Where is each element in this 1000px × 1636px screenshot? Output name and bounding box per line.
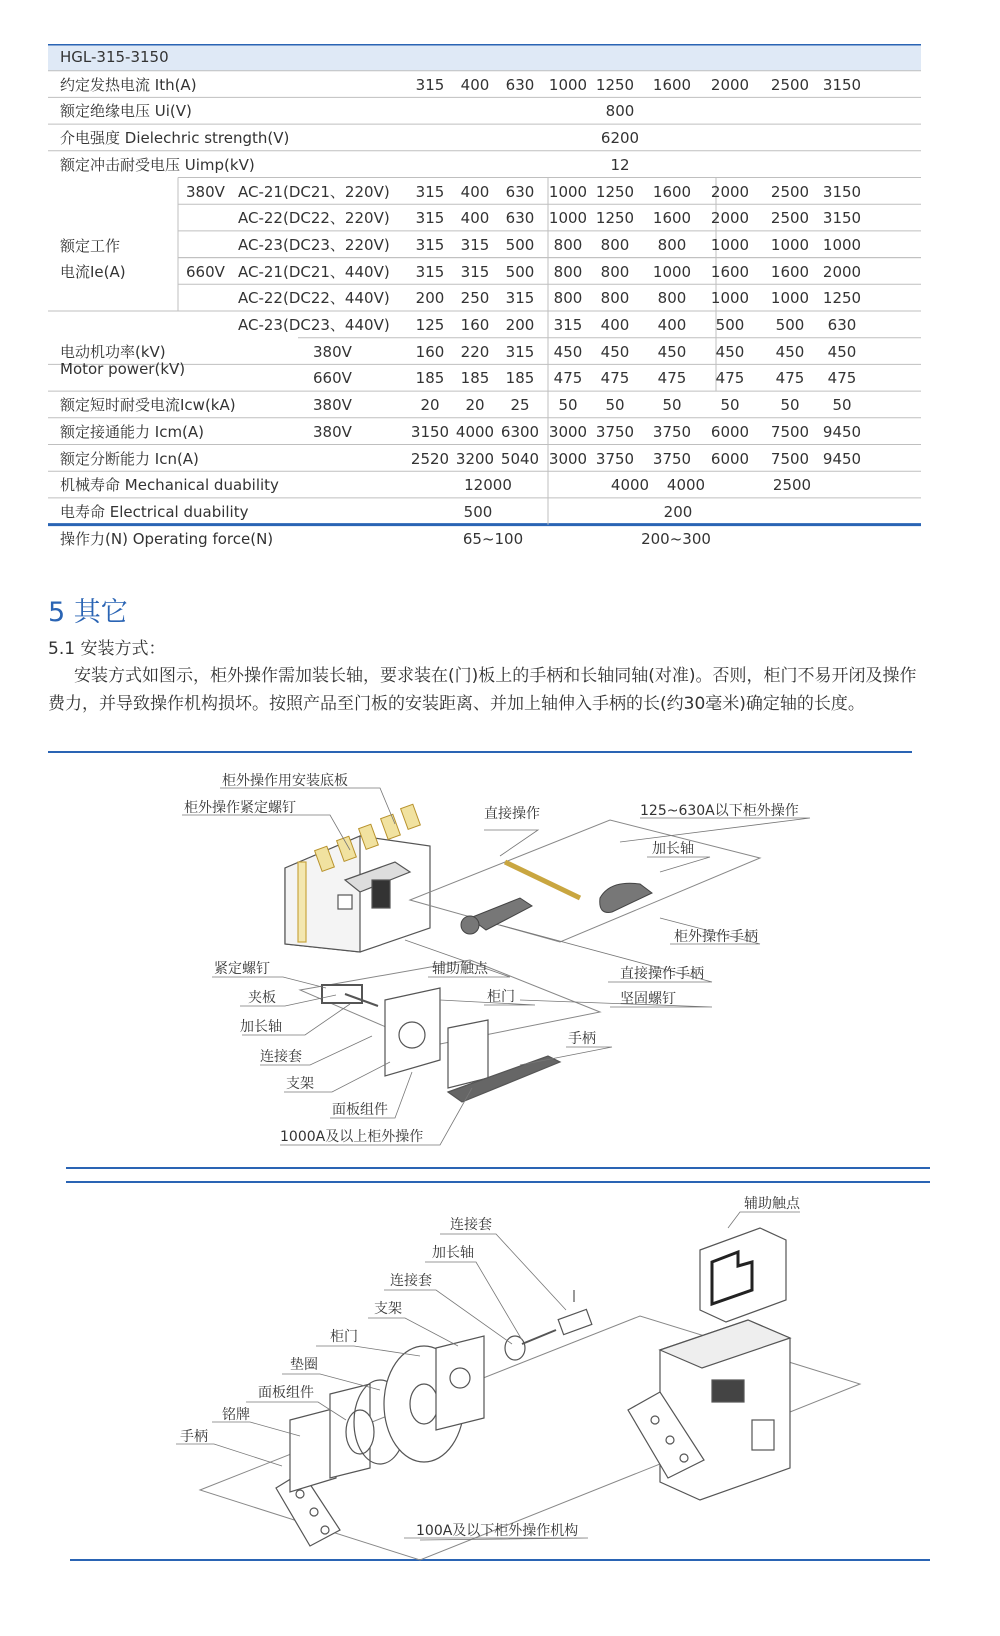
- cell-value: 800: [553, 289, 583, 308]
- label-coupling-2: 连接套: [390, 1273, 432, 1289]
- cell-value: 400: [460, 182, 490, 201]
- row-label: 额定绝缘电压 Ui(V): [60, 102, 192, 121]
- category-label: AC-23(DC23、440V): [238, 316, 390, 334]
- terminal-lugs: [315, 804, 421, 871]
- cell-value: 6300: [500, 422, 540, 441]
- label-handle: 手柄: [568, 1031, 596, 1047]
- cell-value: 475: [715, 369, 745, 388]
- cell-value: 50: [558, 396, 578, 415]
- label-direct-op: 直接操作: [484, 806, 540, 822]
- cell-value: 6000: [710, 422, 750, 441]
- cell-value: 1000: [710, 235, 750, 254]
- cell-value: 315: [460, 235, 490, 254]
- cell-value: 1000: [710, 289, 750, 308]
- cell-value: 3200: [455, 449, 495, 468]
- cell-value: 315: [460, 262, 490, 281]
- cell-value: 200: [505, 316, 535, 334]
- cell-value: 450: [553, 342, 583, 361]
- cell-value: 630: [505, 75, 535, 94]
- label-clamp: 夹板: [248, 990, 276, 1006]
- cell-value: 315: [415, 75, 445, 94]
- cell-value: 315: [415, 182, 445, 201]
- section-title: 5 其它: [48, 597, 128, 628]
- rated-current-label-2: 电流Ie(A): [60, 262, 126, 281]
- cell-value: 12: [610, 155, 630, 174]
- cell-value: 630: [505, 209, 535, 228]
- cell-value: 315: [505, 342, 535, 361]
- category-label: AC-22(DC22、220V): [238, 209, 390, 228]
- label-fasten-screw: 坚固螺钉: [620, 991, 676, 1007]
- rated-current-label: 额定工作: [60, 236, 121, 255]
- cell-value: 4000: [455, 422, 495, 441]
- cell-value: 5040: [500, 449, 540, 468]
- cell-value: 450: [600, 342, 630, 361]
- label-below630: 125~630A以下柜外操作: [640, 803, 799, 819]
- cell-value: 12000: [464, 476, 512, 495]
- label-bracket-2: 支架: [374, 1301, 402, 1317]
- panel-components: [290, 1336, 484, 1492]
- label-ext-shaft-3: 加长轴: [432, 1245, 474, 1261]
- cell-value: 1250: [595, 209, 635, 228]
- shaft-lower: [322, 985, 378, 1006]
- row-label: 介电强度 Dielechric strength(V): [60, 129, 290, 148]
- voltage-label: 380V: [186, 182, 225, 201]
- cell-value: 1600: [652, 75, 692, 94]
- row-label: 约定发热电流 Ith(A): [60, 75, 197, 94]
- cell-value: 2500: [770, 209, 810, 228]
- cell-value: 475: [775, 369, 805, 388]
- cell-value: 1000: [822, 235, 862, 254]
- cell-value: 2500: [770, 182, 810, 201]
- cell-value: 3750: [595, 422, 635, 441]
- cell-value: 500: [505, 262, 535, 281]
- cell-value: 125: [415, 316, 445, 334]
- cell-value: 315: [415, 209, 445, 228]
- cell-value: 9450: [822, 449, 862, 468]
- icm-label: 额定接通能力 Icm(A): [60, 422, 205, 441]
- install-paragraph: 安装方式如图示，柜外操作需加装长轴，要求装在(门)板上的手柄和长轴同轴(对准)。否则，柜门不易开闭及操作费力，并导致操作机构损坏。按照产品至门板的安装距离、并加上轴伸入手柄的长(约30毫米)确定轴的长度。: [48, 666, 917, 714]
- label-fix-screw: 柜外操作紧定螺钉: [184, 800, 296, 816]
- cell-value: 1000: [548, 209, 588, 228]
- cell-value: 50: [720, 396, 740, 415]
- label-set-screw: 紧定螺钉: [214, 961, 270, 977]
- label-base-plate: 柜外操作用安装底板: [222, 773, 348, 789]
- label-panel-2: 面板组件: [258, 1385, 314, 1401]
- cell-value: 1250: [595, 182, 635, 201]
- cell-value: 3000: [548, 422, 588, 441]
- category-label: AC-21(DC21、440V): [238, 262, 390, 281]
- cell-value: 160: [415, 342, 445, 361]
- cell-value: 315: [553, 316, 583, 334]
- cell-value: 1600: [652, 209, 692, 228]
- label-direct-handle: 直接操作手柄: [620, 966, 704, 982]
- category-label: AC-22(DC22、440V): [238, 289, 390, 308]
- cell-value: 500: [715, 316, 745, 334]
- cell-value: 1250: [595, 75, 635, 94]
- cell-value: 315: [415, 235, 445, 254]
- cell-value: 3150: [410, 422, 450, 441]
- cell-value: 1000: [770, 235, 810, 254]
- cell-value: 1600: [770, 262, 810, 281]
- label-washer: 垫圈: [290, 1357, 318, 1373]
- label-bracket: 支架: [286, 1076, 314, 1092]
- cell-value: 450: [827, 342, 857, 361]
- motor-power-label: 电动机功率(kV): [60, 342, 166, 361]
- cell-value: 2520: [410, 449, 450, 468]
- elec-label: 电寿命 Electrical duability: [60, 502, 249, 521]
- category-label: AC-21(DC21、220V): [238, 182, 390, 201]
- label-nameplate: 铭牌: [222, 1407, 250, 1423]
- cell-value: 400: [460, 75, 490, 94]
- label-handle-2: 手柄: [180, 1429, 208, 1445]
- category-label: AC-23(DC23、220V): [238, 235, 390, 254]
- cell-value: 800: [657, 235, 687, 254]
- cell-value: 3150: [822, 75, 862, 94]
- cell-value: 500: [463, 502, 493, 521]
- cell-value: 2500: [772, 476, 812, 495]
- breaker-body-small: [660, 1320, 790, 1500]
- cell-value: 475: [553, 369, 583, 388]
- cell-value: 7500: [770, 422, 810, 441]
- cell-value: 800: [600, 289, 630, 308]
- cell-value: 4000: [666, 476, 706, 495]
- cell-value: 185: [415, 369, 445, 388]
- cell-value: 500: [505, 235, 535, 254]
- cell-value: 7500: [770, 449, 810, 468]
- model-name: HGL-315-3150: [60, 48, 169, 66]
- label-aux-contact: 辅助触点: [432, 961, 488, 977]
- row-label: 额定冲击耐受电压 Uimp(kV): [60, 155, 255, 174]
- extension-shaft: [505, 862, 580, 898]
- cell-value: 475: [827, 369, 857, 388]
- cell-value: 2000: [710, 75, 750, 94]
- cell-value: 450: [775, 342, 805, 361]
- cell-value: 800: [553, 235, 583, 254]
- cell-value: 50: [662, 396, 682, 415]
- label-below100: 100A及以下柜外操作机构: [416, 1523, 579, 1539]
- cell-value: 2000: [710, 209, 750, 228]
- voltage-label: 380V: [313, 422, 352, 441]
- cell-value: 25: [510, 396, 530, 415]
- breaker-body: [285, 836, 430, 952]
- cell-value: 4000: [610, 476, 650, 495]
- cell-value: 475: [657, 369, 687, 388]
- cell-value: 400: [600, 316, 630, 334]
- label-door-2: 柜门: [330, 1329, 358, 1345]
- voltage-label: 380V: [313, 396, 352, 415]
- cell-value: 200: [415, 289, 445, 308]
- panel-assembly: [385, 988, 560, 1102]
- cell-value: 1600: [652, 182, 692, 201]
- label-door: 柜门: [487, 989, 515, 1005]
- cell-value: 450: [657, 342, 687, 361]
- cell-value: 400: [460, 209, 490, 228]
- cell-value: 500: [775, 316, 805, 334]
- cell-value: 1250: [822, 289, 862, 308]
- cell-value: 200~300: [641, 529, 711, 548]
- cell-value: 450: [715, 342, 745, 361]
- cell-value: 1000: [548, 75, 588, 94]
- voltage-label: 660V: [186, 262, 225, 281]
- cell-value: 3750: [652, 422, 692, 441]
- cell-value: 2500: [770, 75, 810, 94]
- force-label: 操作力(N) Operating force(N): [60, 529, 274, 548]
- cell-value: 630: [505, 182, 535, 201]
- cell-value: 315: [415, 262, 445, 281]
- label-above1000: 1000A及以上柜外操作: [280, 1129, 424, 1145]
- cell-value: 2000: [710, 182, 750, 201]
- section-subtitle: 5.1 安装方式：: [48, 639, 166, 659]
- label-panel: 面板组件: [332, 1102, 388, 1118]
- cell-value: 3000: [548, 449, 588, 468]
- cell-value: 2000: [822, 262, 862, 281]
- cell-value: 65~100: [462, 529, 524, 548]
- cell-value: 50: [780, 396, 800, 415]
- icn-label: 额定分断能力 Icn(A): [60, 449, 199, 468]
- label-ext-shaft: 加长轴: [652, 841, 694, 857]
- cell-value: 800: [600, 235, 630, 254]
- motor-power-label-2: Motor power(kV): [60, 359, 186, 378]
- cell-value: 20: [465, 396, 485, 415]
- cell-value: 1000: [770, 289, 810, 308]
- mech-label: 机械寿命 Mechanical duability: [60, 476, 279, 495]
- cell-value: 20: [420, 396, 440, 415]
- cell-value: 3150: [822, 209, 862, 228]
- label-ext-shaft-2: 加长轴: [240, 1019, 282, 1035]
- cell-value: 315: [505, 289, 535, 308]
- cell-value: 1000: [548, 182, 588, 201]
- cell-value: 200: [663, 502, 693, 521]
- label-ext-handle: 柜外操作手柄: [674, 929, 758, 945]
- voltage-label: 660V: [313, 369, 352, 388]
- cell-value: 50: [605, 396, 625, 415]
- cell-value: 220: [460, 342, 490, 361]
- label-coupling-top: 连接套: [450, 1217, 492, 1233]
- shaft-parts: [505, 1290, 592, 1360]
- voltage-label: 380V: [313, 342, 352, 361]
- cell-value: 3150: [822, 182, 862, 201]
- cell-value: 3750: [595, 449, 635, 468]
- cell-value: 250: [460, 289, 490, 308]
- cell-value: 185: [460, 369, 490, 388]
- cell-value: 630: [827, 316, 857, 334]
- cell-value: 3750: [652, 449, 692, 468]
- spec-table: [48, 44, 921, 578]
- cell-value: 50: [832, 396, 852, 415]
- label-coupling: 连接套: [260, 1049, 302, 1065]
- cell-value: 800: [605, 102, 635, 121]
- cell-value: 400: [657, 316, 687, 334]
- cell-value: 9450: [822, 422, 862, 441]
- cell-value: 185: [505, 369, 535, 388]
- cell-value: 800: [600, 262, 630, 281]
- cell-value: 1000: [652, 262, 692, 281]
- icw-label: 额定短时耐受电流Icw(kA): [60, 396, 236, 415]
- cell-value: 475: [600, 369, 630, 388]
- table-grid: [48, 44, 921, 578]
- cell-value: 1600: [710, 262, 750, 281]
- cell-value: 6200: [600, 129, 640, 148]
- label-aux-contact-2: 辅助触点: [744, 1196, 800, 1212]
- cell-value: 160: [460, 316, 490, 334]
- aux-contact-block: [700, 1228, 786, 1322]
- cell-value: 6000: [710, 449, 750, 468]
- cell-value: 800: [657, 289, 687, 308]
- direct-handle: [461, 883, 652, 934]
- cell-value: 800: [553, 262, 583, 281]
